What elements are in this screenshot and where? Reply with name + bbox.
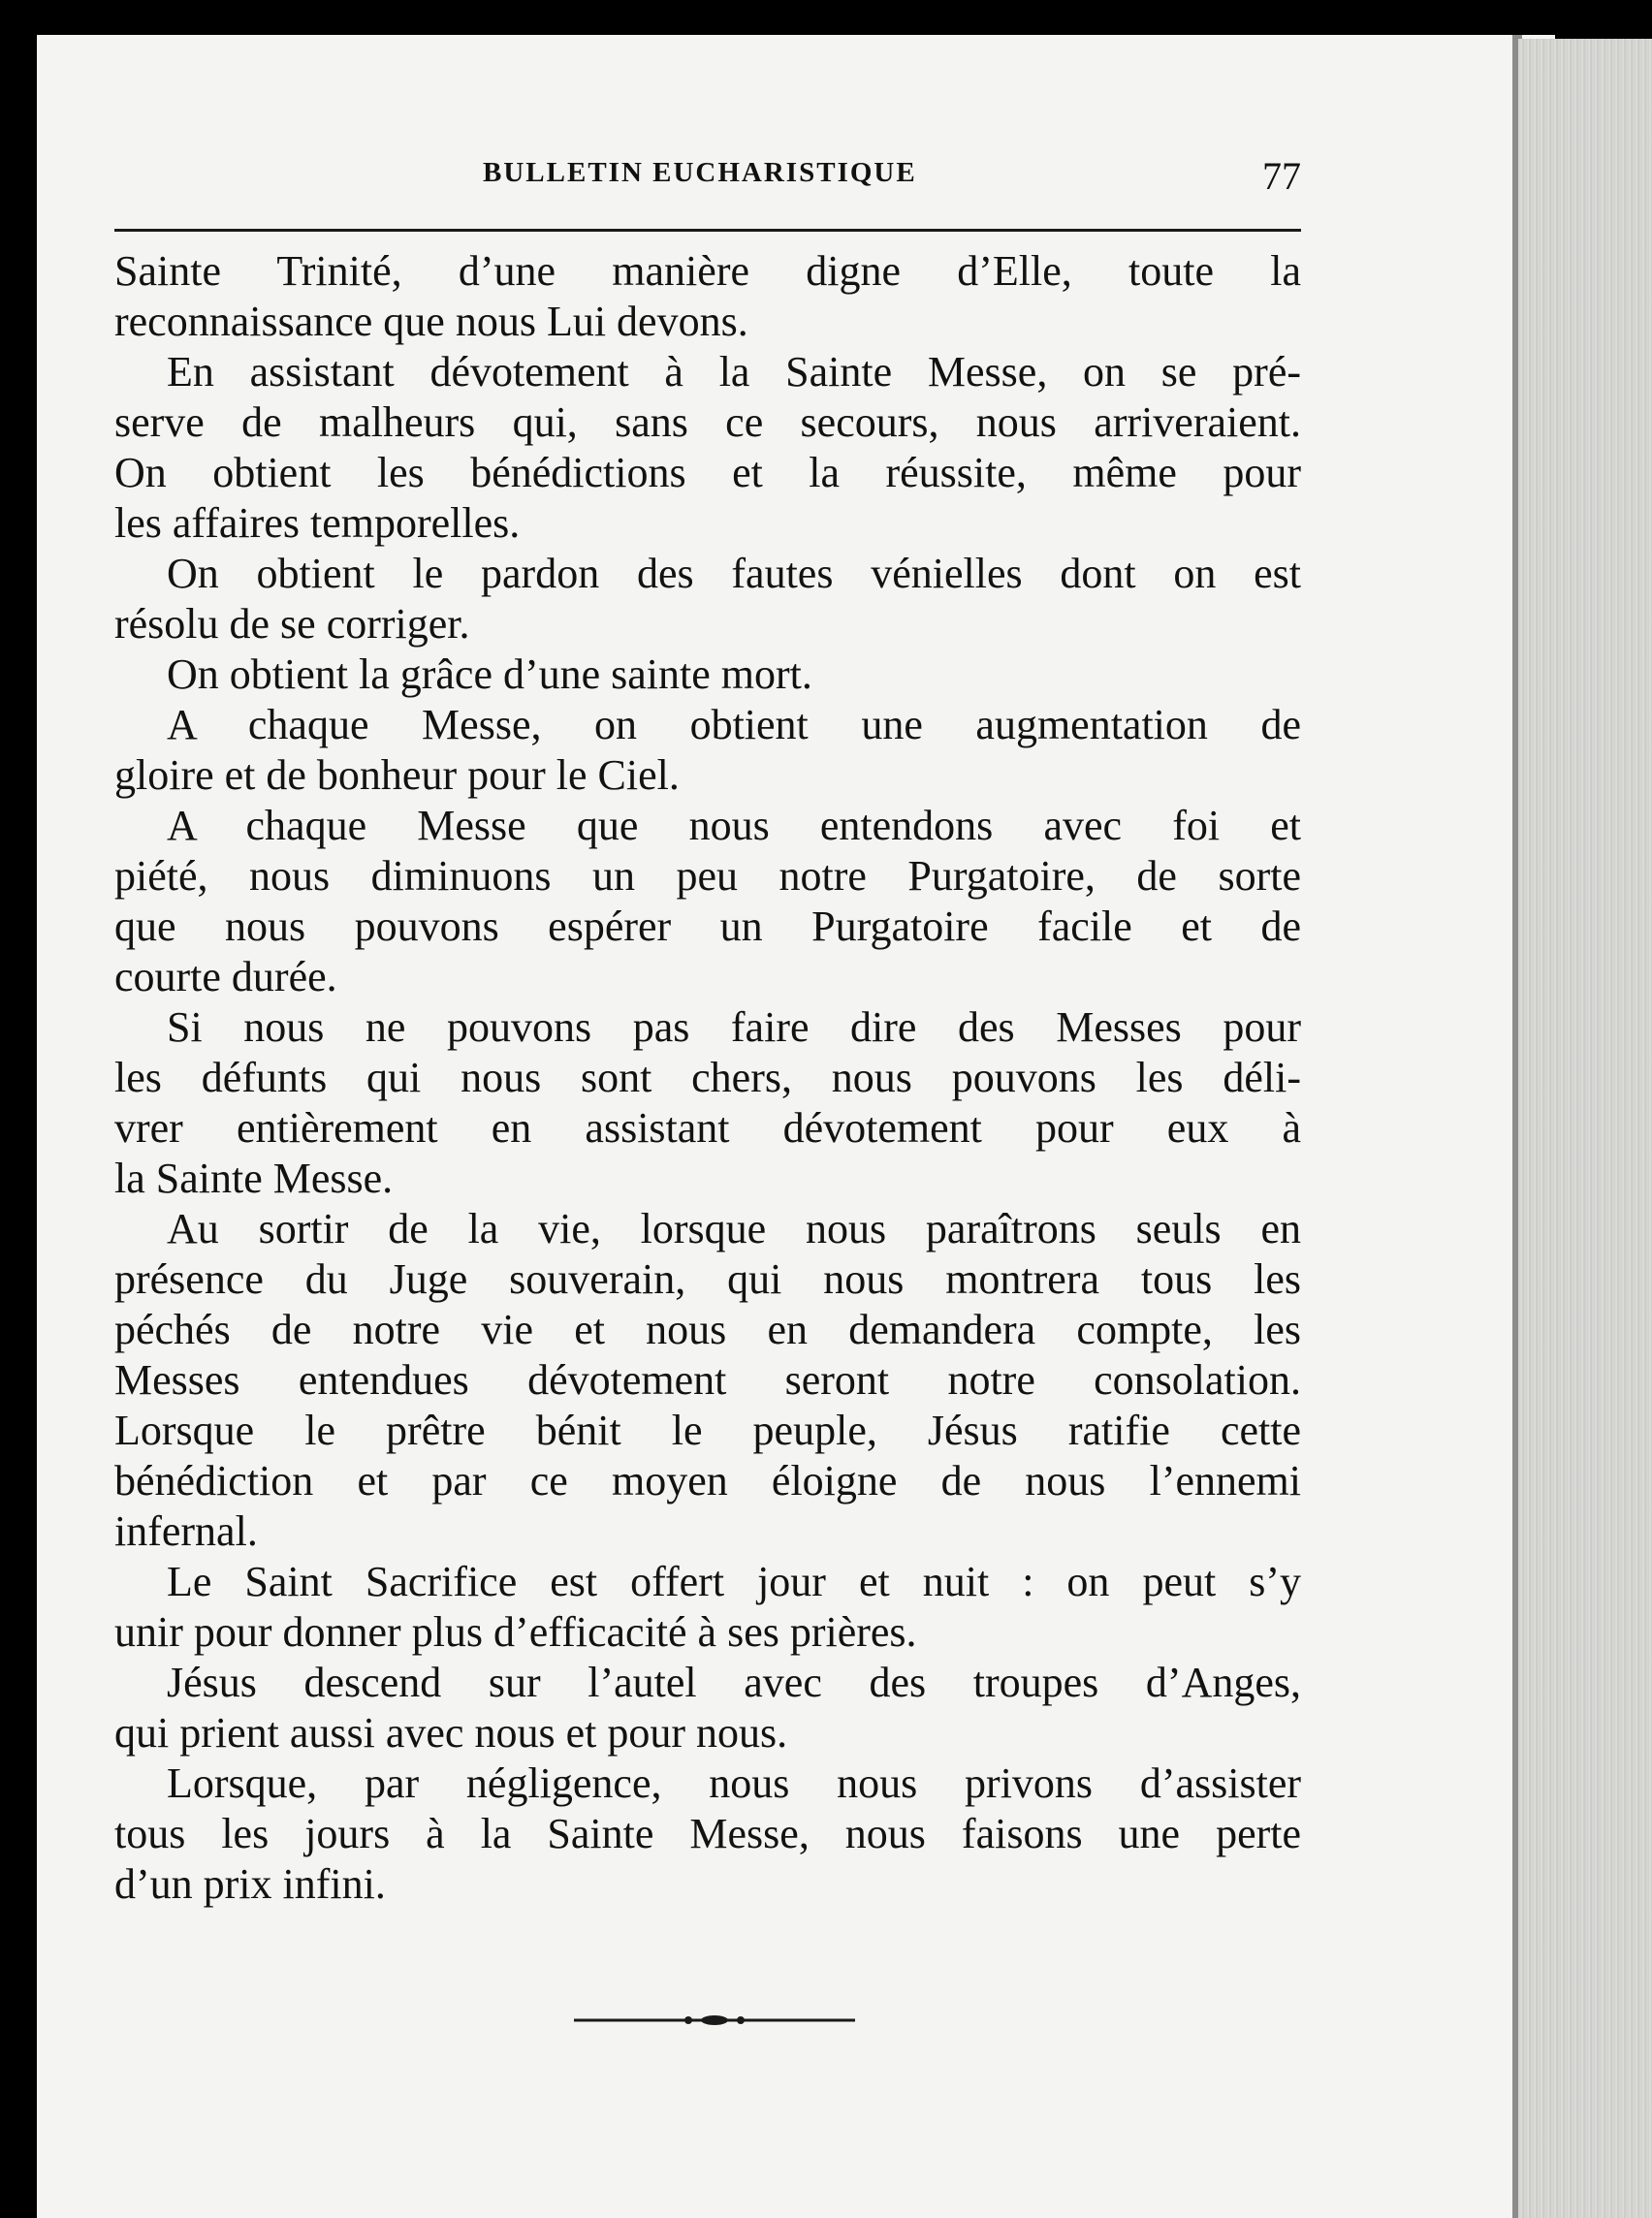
- text-line: Sainte Trinité, d’une manière digne d’Elle, toute la: [114, 247, 1301, 295]
- text-line: qui prient aussi avec nous et pour nous.: [114, 1709, 788, 1757]
- text-line: tous les jours à la Sainte Messe, nous faisons une perte: [114, 1810, 1301, 1857]
- text-line: résolu de se corriger.: [114, 600, 470, 648]
- text-line: serve de malheurs qui, sans ce secours, nous arriveraient.: [114, 398, 1301, 446]
- running-head: [114, 136, 1301, 198]
- text-line: A chaque Messe, on obtient une augmentation de: [167, 701, 1301, 748]
- text-line: la Sainte Messe.: [114, 1155, 394, 1202]
- text-line: En assistant dévotement à la Sainte Messe, on se pré-: [167, 348, 1301, 396]
- text-line: péchés de notre vie et nous en demandera compte, les: [114, 1306, 1301, 1353]
- page-number: 77: [1262, 154, 1301, 198]
- text-line: reconnaissance que nous Lui devons.: [114, 298, 748, 345]
- text-line: les défunts qui nous sont chers, nous pouvons les déli-: [114, 1054, 1301, 1101]
- text-line: Jésus descend sur l’autel avec des troupes d’Anges,: [167, 1659, 1301, 1706]
- text-line: Le Saint Sacrifice est offert jour et nuit : on peut s’y: [167, 1558, 1301, 1605]
- text-line: A chaque Messe que nous entendons avec foi et: [167, 802, 1301, 849]
- text-line: On obtient la grâce d’une sainte mort.: [167, 650, 812, 698]
- text-line: les affaires temporelles.: [114, 499, 521, 547]
- text-line: Au sortir de la vie, lorsque nous paraîtrons seuls en: [167, 1205, 1301, 1252]
- text-line: courte durée.: [114, 953, 337, 1000]
- text-line: Messes entendues dévotement seront notre consolation.: [114, 1356, 1301, 1404]
- text-line: vrer entièrement en assistant dévotement pour eux à: [114, 1104, 1301, 1152]
- text-line: Si nous ne pouvons pas faire dire des Messes pour: [167, 1003, 1301, 1051]
- text-line: bénédiction et par ce moyen éloigne de nous l’ennemi: [114, 1457, 1301, 1505]
- text-line: gloire et de bonheur pour le Ciel.: [114, 751, 680, 799]
- header-rule: [114, 229, 1301, 232]
- ornament-flourish-icon: [574, 2011, 855, 2030]
- text-line: que nous pouvons espérer un Purgatoire facile et de: [114, 903, 1301, 950]
- text-line: d’un prix infini.: [114, 1860, 386, 1908]
- text-line: piété, nous diminuons un peu notre Purgatoire, de sorte: [114, 852, 1301, 900]
- text-line: Lorsque le prêtre bénit le peuple, Jésus ratifie cette: [114, 1407, 1301, 1454]
- book-fore-edge: [1518, 39, 1652, 2218]
- text-line: On obtient les bénédictions et la réussite, même pour: [114, 449, 1301, 496]
- closing-ornament: [574, 2011, 855, 2030]
- text-line: présence du Juge souverain, qui nous montrera tous les: [114, 1255, 1301, 1303]
- body-text: [114, 246, 1301, 1910]
- running-head-title: BULLETIN EUCHARISTIQUE: [483, 157, 917, 188]
- text-line: Lorsque, par négligence, nous nous privons d’assister: [167, 1759, 1301, 1807]
- text-line: unir pour donner plus d’efficacité à ses prières.: [114, 1608, 917, 1656]
- text-line: On obtient le pardon des fautes vénielles dont on est: [167, 550, 1301, 597]
- text-line: infernal.: [114, 1507, 258, 1555]
